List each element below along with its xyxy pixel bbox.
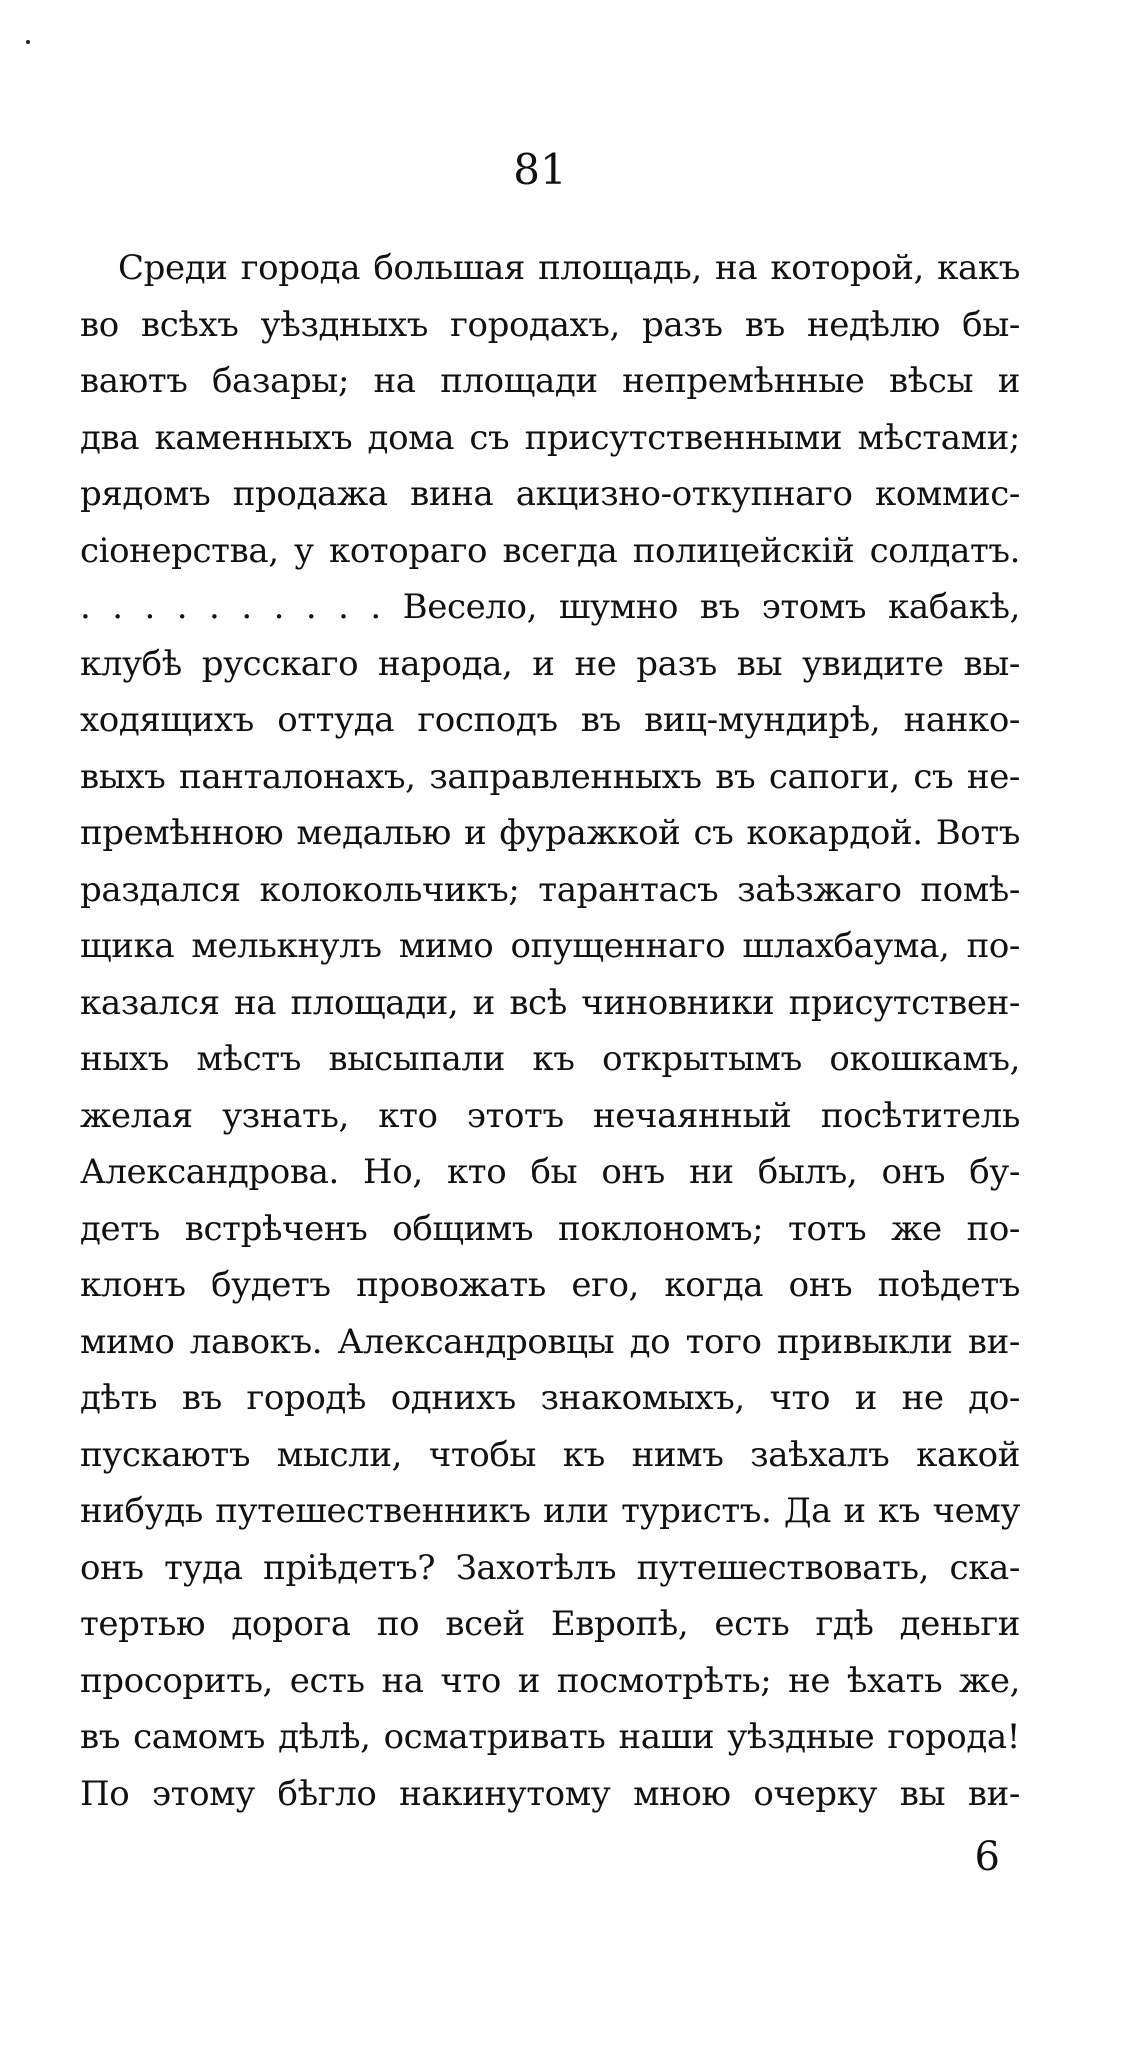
text-line: детъ встрѣченъ общимъ поклономъ; тотъ же по- [80, 1208, 1020, 1249]
text-line: щика мелькнулъ мимо опущеннаго шлахбаума, по- [80, 926, 1020, 966]
text-line: сіонерства, у котораго всегда полицейскій солдатъ. [80, 530, 1020, 571]
text-line: желая узнать, кто этотъ нечаянный посѣтитель [80, 1095, 1020, 1136]
text-line: во всѣхъ уѣздныхъ городахъ, разъ въ недѣлю бы- [80, 304, 1020, 345]
text-line: премѣнною медалью и фуражкой съ кокардой. Вотъ [80, 813, 1020, 853]
text-line: Александрова. Но, кто бы онъ ни былъ, онъ бу- [80, 1152, 1020, 1192]
page-number: 81 [513, 145, 567, 194]
text-line: По этому бѣгло накинутому мною очерку вы ви- [80, 1773, 1020, 1814]
text-line: пускаютъ мысли, чтобы къ нимъ заѣхалъ какой [80, 1434, 1020, 1475]
signature-mark: 6 [974, 1834, 1000, 1880]
text-line: клубѣ русскаго народа, и не разъ вы увидите вы- [80, 643, 1020, 684]
text-line: два каменныхъ дома съ присутственными мѣстами; [80, 417, 1020, 458]
text-line: казался на площади, и всѣ чиновники присутствен- [80, 982, 1020, 1023]
text-line: ходящихъ оттуда господъ въ виц-мундирѣ, нанко- [80, 700, 1020, 740]
text-line: просорить, есть на что и посмотрѣть; не ѣхать же, [80, 1660, 1020, 1701]
text-line: въ самомъ дѣлѣ, осматривать наши уѣздные города! [80, 1717, 1020, 1757]
text-line: мимо лавокъ. Александровцы до того привыкли ви- [80, 1321, 1020, 1362]
body-text [80, 240, 1020, 1822]
text-line: рядомъ продажа вина акцизно-откупнаго коммис- [80, 474, 1020, 514]
text-line: . . . . . . . . . . Весело, шумно въ этомъ кабакѣ, [80, 587, 1020, 627]
text-line: онъ туда пріѣдетъ? Захотѣлъ путешествовать, ска- [80, 1547, 1020, 1588]
text-line: тертью дорога по всей Европѣ, есть гдѣ деньги [80, 1604, 1020, 1644]
text-line: ваютъ базары; на площади непремѣнные вѣсы и [80, 361, 1020, 401]
text-line: ныхъ мѣстъ высыпали къ открытымъ окошкамъ, [80, 1039, 1020, 1079]
text-line: Среди города большая площадь, на которой, какъ [118, 248, 1020, 288]
print-speck [26, 40, 30, 44]
text-line: нибудь путешественникъ или туристъ. Да и къ чему [80, 1491, 1020, 1531]
text-line: дѣть въ городѣ однихъ знакомыхъ, что и не до- [80, 1378, 1020, 1418]
text-line: клонъ будетъ провожать его, когда онъ поѣдетъ [80, 1265, 1020, 1305]
text-line: выхъ панталонахъ, заправленныхъ въ сапоги, съ не- [80, 756, 1020, 797]
text-line: раздался колокольчикъ; тарантасъ заѣзжаго помѣ- [80, 869, 1020, 910]
